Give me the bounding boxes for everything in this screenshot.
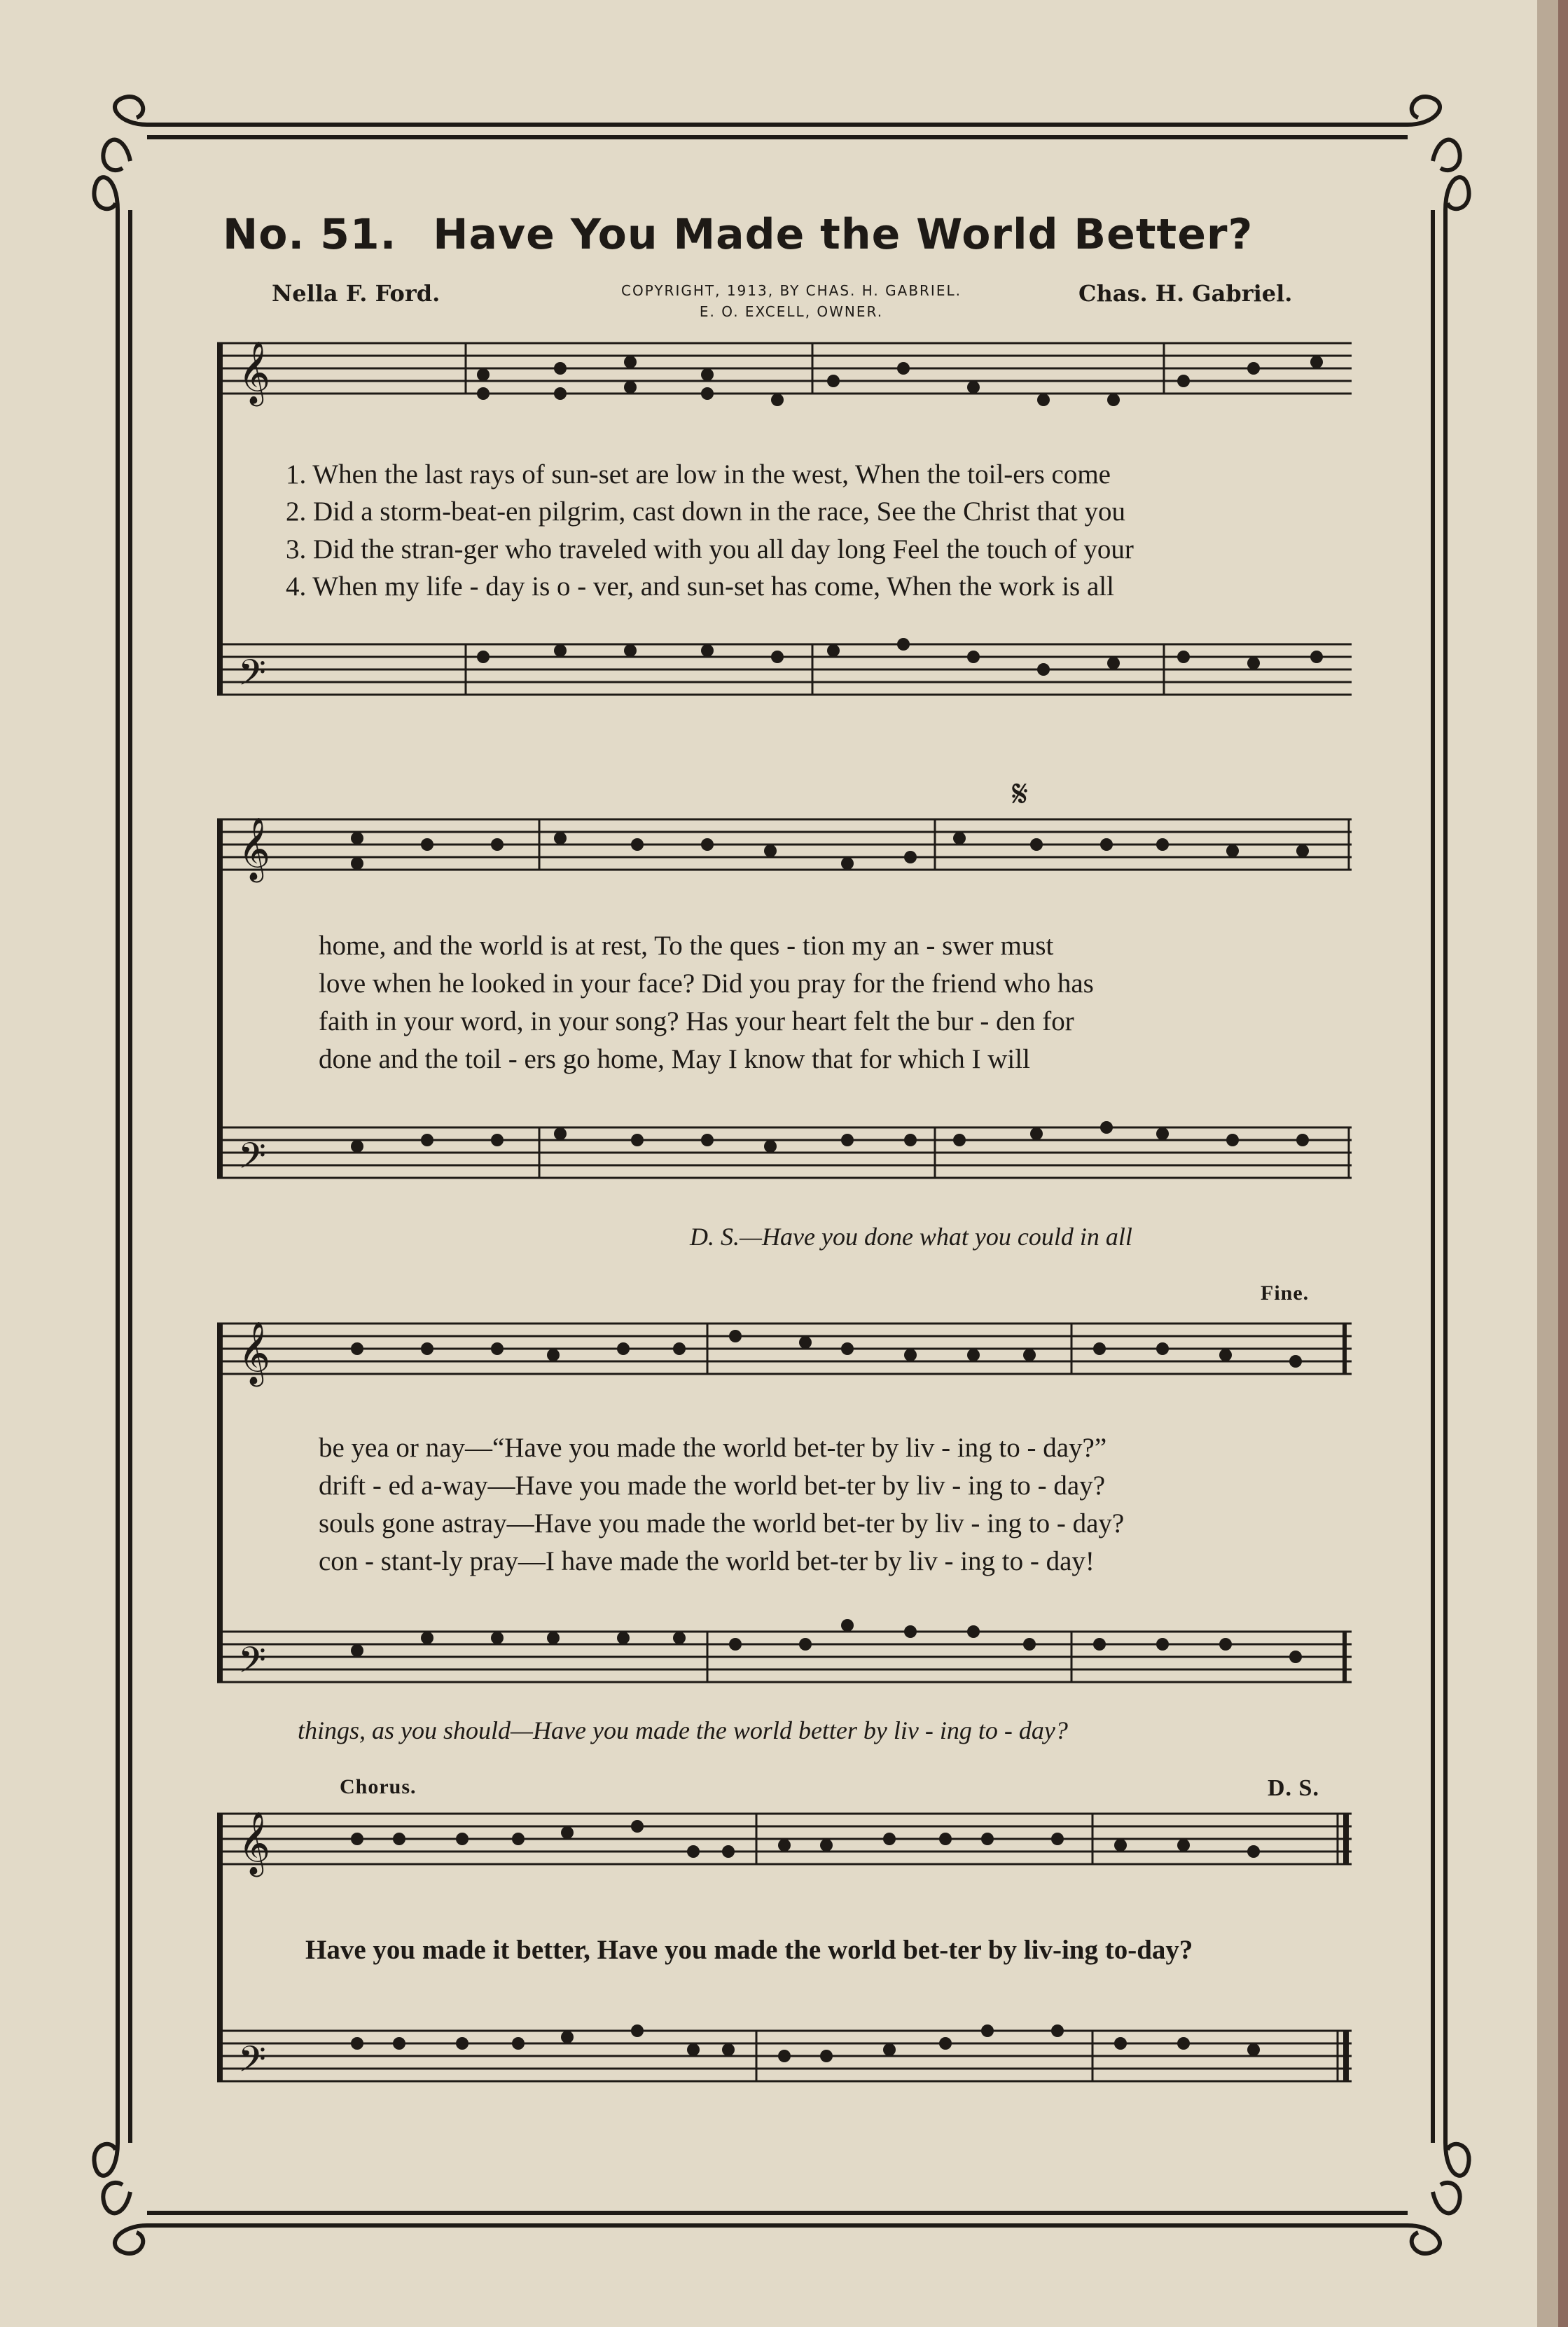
ds-lyric-line-1: D. S.—Have you done what you could in all xyxy=(690,1223,1132,1251)
verse-1-line-2: home, and the world is at rest, To the ques - tion my an - swer must xyxy=(319,931,1054,961)
chorus-lyric: Have you made it better, Have you made the world bet-ter by liv-ing to-day? xyxy=(305,1935,1193,1965)
svg-text:𝄞: 𝄞 xyxy=(238,817,271,880)
svg-text:𝄋: 𝄋 xyxy=(1012,772,1029,816)
verse-3-line-3: souls gone astray—Have you made the world bet-ter by liv - ing to - day? xyxy=(319,1508,1125,1538)
verse-1-line-3: be yea or nay—“Have you made the world bet-ter by liv - ing to - day?” xyxy=(319,1433,1107,1463)
verse-4-line-2: done and the toil - ers go home, May I know that for which I will xyxy=(319,1044,1030,1074)
copyright-line-1: COPYRIGHT, 1913, BY CHAS. H. GABRIEL. xyxy=(621,282,962,299)
ds-lyric-line-2: things, as you should—Have you made the world better by liv - ing to - day? xyxy=(298,1716,1068,1744)
copyright xyxy=(581,280,1001,322)
song-number: No. 51. xyxy=(223,210,397,259)
ds-marker: D. S. xyxy=(1268,1775,1319,1801)
system-1-music xyxy=(217,336,1352,728)
chorus-label: Chorus. xyxy=(340,1775,417,1798)
song-title: Have You Made the World Better? xyxy=(433,210,1254,259)
lyricist: Nella F. Ford. xyxy=(272,280,440,307)
verse-3-line-1: 3. Did the stran-ger who traveled with you all day long Feel the touch of your xyxy=(286,534,1134,564)
verse-2-line-1: 2. Did a storm-beat-en pilgrim, cast down in the race, See the Christ that you xyxy=(286,496,1125,527)
verse-3-line-2: faith in your word, in your song? Has your heart felt the bur - den for xyxy=(319,1006,1074,1036)
copyright-line-2: E. O. EXCELL, OWNER. xyxy=(699,303,884,320)
svg-text:𝄞: 𝄞 xyxy=(238,341,271,404)
svg-text:𝄢: 𝄢 xyxy=(238,651,266,702)
verse-1-line-1: 1. When the last rays of sun-set are low in the west, When the toil-ers come xyxy=(286,459,1111,489)
verse-2-line-2: love when he looked in your face? Did you pray for the friend who has xyxy=(319,968,1094,999)
svg-text:𝄢: 𝄢 xyxy=(238,2038,266,2089)
verse-2-line-3: drift - ed a-way—Have you made the world bet-ter by liv - ing to - day? xyxy=(319,1471,1106,1501)
song-title-line xyxy=(223,210,1253,259)
svg-text:𝄢: 𝄢 xyxy=(238,1134,266,1186)
svg-text:𝄞: 𝄞 xyxy=(238,1812,271,1875)
svg-text:𝄞: 𝄞 xyxy=(238,1321,271,1384)
fine-marker: Fine. xyxy=(1261,1281,1310,1305)
verse-4-line-1: 4. When my life - day is o - ver, and sun-set has come, When the work is all xyxy=(286,571,1114,602)
composer: Chas. H. Gabriel. xyxy=(1078,280,1293,307)
verse-4-line-3: con - stant-ly pray—I have made the world bet-ter by liv - ing to - day! xyxy=(319,1546,1095,1576)
svg-text:𝄢: 𝄢 xyxy=(238,1639,266,1690)
